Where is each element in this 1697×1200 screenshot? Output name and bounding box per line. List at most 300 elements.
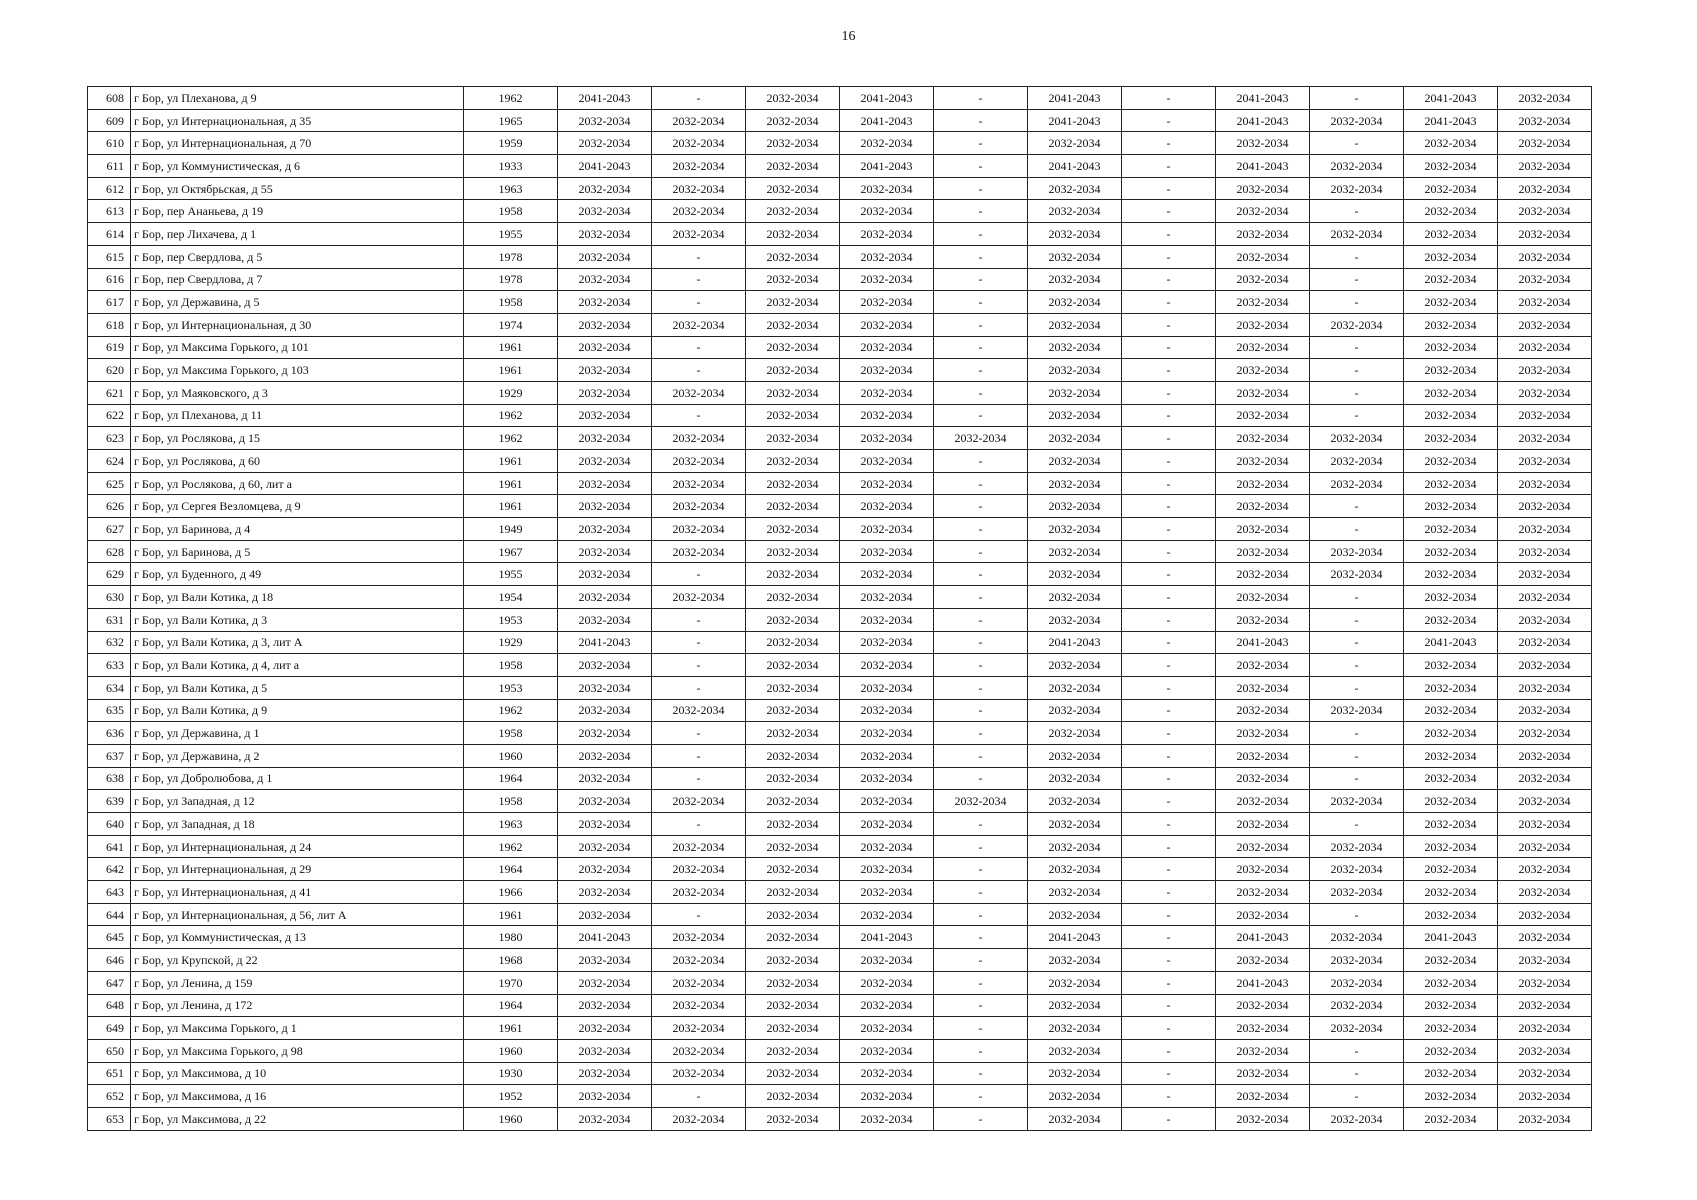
period-cell: 2032-2034	[840, 676, 934, 699]
period-cell: 2032-2034	[558, 1107, 652, 1130]
period-cell: 2032-2034	[1404, 1085, 1498, 1108]
period-cell: 2032-2034	[1498, 1017, 1592, 1040]
period-cell: 2032-2034	[652, 200, 746, 223]
period-cell: 2032-2034	[840, 949, 934, 972]
period-cell: -	[1310, 1062, 1404, 1085]
period-cell: 2032-2034	[558, 722, 652, 745]
period-cell: 2032-2034	[746, 109, 840, 132]
table-row	[88, 971, 1592, 994]
period-cell: 2032-2034	[746, 654, 840, 677]
period-cell: 2032-2034	[746, 1107, 840, 1130]
row-number-cell: 614	[88, 223, 131, 246]
table-row	[88, 540, 1592, 563]
period-cell: -	[934, 699, 1028, 722]
period-cell: 2041-2043	[1216, 109, 1310, 132]
period-cell: 2032-2034	[1216, 291, 1310, 314]
period-cell: 2032-2034	[1216, 427, 1310, 450]
period-cell: 2041-2043	[558, 926, 652, 949]
period-cell: 2032-2034	[1498, 835, 1592, 858]
period-cell: -	[934, 359, 1028, 382]
period-cell: 2032-2034	[1498, 903, 1592, 926]
period-cell: 2032-2034	[652, 427, 746, 450]
period-cell: 2032-2034	[558, 268, 652, 291]
address-cell: г Бор, ул Державина, д 1	[131, 722, 464, 745]
period-cell: 2032-2034	[1028, 881, 1122, 904]
row-number-cell: 650	[88, 1039, 131, 1062]
period-cell: 2032-2034	[1404, 223, 1498, 246]
row-number-cell: 619	[88, 336, 131, 359]
period-cell: 2032-2034	[1028, 971, 1122, 994]
period-cell: 2032-2034	[1498, 518, 1592, 541]
period-cell: 2032-2034	[652, 971, 746, 994]
period-cell: 2032-2034	[840, 495, 934, 518]
table-row	[88, 563, 1592, 586]
period-cell: -	[1122, 903, 1216, 926]
table-row	[88, 1017, 1592, 1040]
row-number-cell: 617	[88, 291, 131, 314]
row-number-cell: 624	[88, 450, 131, 473]
row-number-cell: 623	[88, 427, 131, 450]
period-cell: 2032-2034	[1404, 359, 1498, 382]
address-cell: г Бор, ул Плеханова, д 11	[131, 404, 464, 427]
period-cell: -	[934, 1062, 1028, 1085]
row-number-cell: 611	[88, 155, 131, 178]
period-cell: 2032-2034	[746, 87, 840, 110]
table-row	[88, 427, 1592, 450]
address-cell: г Бор, ул Вали Котика, д 18	[131, 586, 464, 609]
period-cell: -	[934, 654, 1028, 677]
period-cell: 2032-2034	[1028, 835, 1122, 858]
year-built-cell: 1933	[464, 155, 558, 178]
year-built-cell: 1961	[464, 359, 558, 382]
table-row	[88, 404, 1592, 427]
period-cell: -	[652, 87, 746, 110]
period-cell: -	[1310, 495, 1404, 518]
period-cell: 2032-2034	[558, 1017, 652, 1040]
period-cell: -	[934, 813, 1028, 836]
period-cell: 2032-2034	[558, 450, 652, 473]
period-cell: 2032-2034	[1404, 313, 1498, 336]
period-cell: 2032-2034	[652, 1017, 746, 1040]
period-cell: -	[1122, 336, 1216, 359]
period-cell: -	[1310, 813, 1404, 836]
period-cell: 2032-2034	[1216, 359, 1310, 382]
period-cell: 2032-2034	[1028, 1085, 1122, 1108]
period-cell: 2032-2034	[746, 200, 840, 223]
period-cell: 2032-2034	[1498, 177, 1592, 200]
table-row	[88, 200, 1592, 223]
period-cell: 2032-2034	[1404, 1017, 1498, 1040]
period-cell: 2032-2034	[1404, 1107, 1498, 1130]
period-cell: 2032-2034	[1498, 608, 1592, 631]
year-built-cell: 1967	[464, 540, 558, 563]
year-built-cell: 1960	[464, 744, 558, 767]
table-row	[88, 949, 1592, 972]
table-row	[88, 313, 1592, 336]
address-cell: г Бор, ул Рослякова, д 60, лит а	[131, 472, 464, 495]
period-cell: 2032-2034	[1216, 835, 1310, 858]
row-number-cell: 625	[88, 472, 131, 495]
period-cell: 2032-2034	[1028, 177, 1122, 200]
period-cell: -	[934, 245, 1028, 268]
table-row	[88, 268, 1592, 291]
table-row	[88, 1085, 1592, 1108]
period-cell: 2032-2034	[652, 790, 746, 813]
table-row	[88, 699, 1592, 722]
period-cell: 2032-2034	[840, 563, 934, 586]
period-cell: -	[1122, 495, 1216, 518]
period-cell: 2032-2034	[1498, 926, 1592, 949]
period-cell: -	[1122, 926, 1216, 949]
period-cell: 2032-2034	[746, 1017, 840, 1040]
period-cell: 2032-2034	[840, 699, 934, 722]
period-cell: 2032-2034	[840, 268, 934, 291]
row-number-cell: 613	[88, 200, 131, 223]
period-cell: -	[1122, 200, 1216, 223]
period-cell: -	[1122, 790, 1216, 813]
row-number-cell: 615	[88, 245, 131, 268]
row-number-cell: 642	[88, 858, 131, 881]
address-cell: г Бор, ул Баринова, д 5	[131, 540, 464, 563]
address-cell: г Бор, пер Свердлова, д 7	[131, 268, 464, 291]
period-cell: -	[1310, 608, 1404, 631]
period-cell: 2032-2034	[1216, 223, 1310, 246]
row-number-cell: 608	[88, 87, 131, 110]
table-row	[88, 177, 1592, 200]
period-cell: 2032-2034	[652, 381, 746, 404]
period-cell: 2032-2034	[1028, 903, 1122, 926]
row-number-cell: 645	[88, 926, 131, 949]
row-number-cell: 633	[88, 654, 131, 677]
address-cell: г Бор, ул Сергея Везломцева, д 9	[131, 495, 464, 518]
period-cell: 2032-2034	[1216, 654, 1310, 677]
period-cell: 2032-2034	[1028, 518, 1122, 541]
period-cell: 2032-2034	[1216, 767, 1310, 790]
address-cell: г Бор, ул Вали Котика, д 4, лит а	[131, 654, 464, 677]
period-cell: 2032-2034	[1028, 427, 1122, 450]
period-cell: 2032-2034	[558, 540, 652, 563]
row-number-cell: 637	[88, 744, 131, 767]
period-cell: 2032-2034	[1028, 200, 1122, 223]
period-cell: 2032-2034	[840, 608, 934, 631]
period-cell: 2032-2034	[1404, 563, 1498, 586]
period-cell: 2032-2034	[1216, 313, 1310, 336]
year-built-cell: 1930	[464, 1062, 558, 1085]
period-cell: -	[1122, 654, 1216, 677]
period-cell: 2032-2034	[1216, 336, 1310, 359]
address-cell: г Бор, ул Коммунистическая, д 13	[131, 926, 464, 949]
period-cell: 2032-2034	[558, 949, 652, 972]
period-cell: 2032-2034	[558, 994, 652, 1017]
period-cell: 2032-2034	[1310, 177, 1404, 200]
period-cell: -	[934, 1107, 1028, 1130]
period-cell: 2032-2034	[1028, 767, 1122, 790]
period-cell: 2032-2034	[1216, 245, 1310, 268]
period-cell: 2032-2034	[1310, 858, 1404, 881]
period-cell: 2032-2034	[840, 858, 934, 881]
table-row	[88, 132, 1592, 155]
address-cell: г Бор, ул Максимова, д 16	[131, 1085, 464, 1108]
address-cell: г Бор, пер Свердлова, д 5	[131, 245, 464, 268]
period-cell: 2032-2034	[1310, 472, 1404, 495]
period-cell: 2032-2034	[746, 608, 840, 631]
table-row	[88, 903, 1592, 926]
period-cell: -	[1122, 450, 1216, 473]
table-row	[88, 744, 1592, 767]
period-cell: 2032-2034	[652, 835, 746, 858]
period-cell: -	[652, 404, 746, 427]
period-cell: 2032-2034	[1498, 291, 1592, 314]
period-cell: 2032-2034	[1498, 155, 1592, 178]
period-cell: -	[652, 631, 746, 654]
period-cell: 2032-2034	[1404, 744, 1498, 767]
year-built-cell: 1949	[464, 518, 558, 541]
period-cell: 2032-2034	[652, 177, 746, 200]
period-cell: -	[934, 608, 1028, 631]
period-cell: 2032-2034	[652, 109, 746, 132]
period-cell: 2032-2034	[1028, 994, 1122, 1017]
year-built-cell: 1955	[464, 223, 558, 246]
period-cell: 2032-2034	[840, 1085, 934, 1108]
period-cell: -	[1122, 1039, 1216, 1062]
period-cell: 2032-2034	[1404, 200, 1498, 223]
period-cell: 2032-2034	[1216, 586, 1310, 609]
period-cell: 2041-2043	[1216, 155, 1310, 178]
period-cell: 2032-2034	[1404, 268, 1498, 291]
period-cell: 2032-2034	[1216, 881, 1310, 904]
period-cell: 2032-2034	[746, 381, 840, 404]
period-cell: 2032-2034	[558, 109, 652, 132]
table-row	[88, 109, 1592, 132]
year-built-cell: 1962	[464, 699, 558, 722]
period-cell: 2032-2034	[1216, 903, 1310, 926]
period-cell: -	[1310, 722, 1404, 745]
period-cell: 2032-2034	[1310, 155, 1404, 178]
period-cell: -	[1310, 291, 1404, 314]
address-cell: г Бор, ул Интернациональная, д 41	[131, 881, 464, 904]
period-cell: 2032-2034	[746, 268, 840, 291]
period-cell: -	[934, 291, 1028, 314]
year-built-cell: 1962	[464, 87, 558, 110]
period-cell: 2032-2034	[558, 223, 652, 246]
year-built-cell: 1953	[464, 608, 558, 631]
table-row	[88, 495, 1592, 518]
period-cell: -	[1310, 268, 1404, 291]
period-cell: 2032-2034	[840, 291, 934, 314]
period-cell: 2032-2034	[558, 835, 652, 858]
period-cell: 2032-2034	[746, 926, 840, 949]
period-cell: 2032-2034	[1216, 1085, 1310, 1108]
address-cell: г Бор, ул Маяковского, д 3	[131, 381, 464, 404]
period-cell: 2032-2034	[1216, 268, 1310, 291]
period-cell: 2041-2043	[1028, 87, 1122, 110]
period-cell: -	[652, 336, 746, 359]
period-cell: -	[1122, 994, 1216, 1017]
table-row	[88, 291, 1592, 314]
period-cell: 2032-2034	[1498, 858, 1592, 881]
period-cell: -	[652, 722, 746, 745]
period-cell: 2032-2034	[1028, 858, 1122, 881]
period-cell: 2032-2034	[1404, 177, 1498, 200]
period-cell: 2032-2034	[840, 767, 934, 790]
period-cell: 2032-2034	[840, 654, 934, 677]
period-cell: 2032-2034	[1404, 540, 1498, 563]
period-cell: -	[1122, 813, 1216, 836]
period-cell: 2032-2034	[1028, 654, 1122, 677]
period-cell: -	[934, 631, 1028, 654]
row-number-cell: 651	[88, 1062, 131, 1085]
period-cell: -	[934, 268, 1028, 291]
table-row	[88, 994, 1592, 1017]
period-cell: -	[1122, 631, 1216, 654]
period-cell: -	[934, 109, 1028, 132]
period-cell: 2032-2034	[1498, 540, 1592, 563]
period-cell: 2032-2034	[1216, 1062, 1310, 1085]
period-cell: 2032-2034	[1028, 223, 1122, 246]
year-built-cell: 1963	[464, 813, 558, 836]
period-cell: -	[934, 87, 1028, 110]
row-number-cell: 646	[88, 949, 131, 972]
period-cell: -	[652, 903, 746, 926]
period-cell: 2032-2034	[1498, 336, 1592, 359]
row-number-cell: 621	[88, 381, 131, 404]
period-cell: -	[1122, 381, 1216, 404]
table-row	[88, 676, 1592, 699]
period-cell: 2032-2034	[1404, 245, 1498, 268]
period-cell: 2032-2034	[1404, 881, 1498, 904]
row-number-cell: 628	[88, 540, 131, 563]
table-row	[88, 767, 1592, 790]
address-cell: г Бор, ул Вали Котика, д 3, лит А	[131, 631, 464, 654]
period-cell: 2032-2034	[840, 971, 934, 994]
period-cell: -	[1310, 200, 1404, 223]
period-cell: -	[1310, 359, 1404, 382]
period-cell: -	[934, 155, 1028, 178]
period-cell: -	[934, 177, 1028, 200]
period-cell: -	[652, 813, 746, 836]
row-number-cell: 630	[88, 586, 131, 609]
period-cell: 2032-2034	[1028, 1039, 1122, 1062]
period-cell: 2032-2034	[1216, 563, 1310, 586]
period-cell: 2032-2034	[558, 1085, 652, 1108]
period-cell: 2032-2034	[1216, 994, 1310, 1017]
address-cell: г Бор, ул Максимова, д 22	[131, 1107, 464, 1130]
period-cell: 2032-2034	[652, 518, 746, 541]
period-cell: 2032-2034	[746, 404, 840, 427]
period-cell: 2041-2043	[840, 87, 934, 110]
year-built-cell: 1960	[464, 1107, 558, 1130]
period-cell: -	[934, 858, 1028, 881]
period-cell: 2032-2034	[1028, 722, 1122, 745]
period-cell: 2032-2034	[652, 586, 746, 609]
period-cell: 2032-2034	[746, 790, 840, 813]
period-cell: -	[1310, 518, 1404, 541]
year-built-cell: 1964	[464, 858, 558, 881]
period-cell: 2032-2034	[840, 518, 934, 541]
table-row	[88, 1062, 1592, 1085]
address-cell: г Бор, ул Интернациональная, д 24	[131, 835, 464, 858]
period-cell: 2032-2034	[1498, 1062, 1592, 1085]
period-cell: 2032-2034	[558, 291, 652, 314]
period-cell: 2032-2034	[1498, 654, 1592, 677]
period-cell: -	[934, 744, 1028, 767]
address-cell: г Бор, ул Интернациональная, д 30	[131, 313, 464, 336]
period-cell: 2032-2034	[1310, 835, 1404, 858]
period-cell: -	[1310, 132, 1404, 155]
address-cell: г Бор, пер Лихачева, д 1	[131, 223, 464, 246]
period-cell: 2032-2034	[1216, 858, 1310, 881]
period-cell: -	[1122, 268, 1216, 291]
year-built-cell: 1963	[464, 177, 558, 200]
address-cell: г Бор, ул Интернациональная, д 35	[131, 109, 464, 132]
period-cell: 2032-2034	[1404, 1039, 1498, 1062]
period-cell: -	[1122, 608, 1216, 631]
period-cell: 2032-2034	[1216, 1017, 1310, 1040]
period-cell: 2032-2034	[1498, 109, 1592, 132]
period-cell: 2032-2034	[1216, 790, 1310, 813]
period-cell: 2041-2043	[558, 631, 652, 654]
address-cell: г Бор, ул Интернациональная, д 56, лит А	[131, 903, 464, 926]
period-cell: -	[1310, 1039, 1404, 1062]
table-row	[88, 858, 1592, 881]
period-cell: 2032-2034	[652, 313, 746, 336]
period-cell: -	[1122, 132, 1216, 155]
period-cell: 2032-2034	[652, 1107, 746, 1130]
period-cell: 2032-2034	[1498, 268, 1592, 291]
period-cell: -	[652, 245, 746, 268]
period-cell: 2032-2034	[652, 495, 746, 518]
period-cell: 2032-2034	[746, 291, 840, 314]
period-cell: -	[1122, 109, 1216, 132]
year-built-cell: 1958	[464, 654, 558, 677]
period-cell: 2032-2034	[558, 744, 652, 767]
period-cell: 2032-2034	[840, 744, 934, 767]
period-cell: -	[934, 495, 1028, 518]
period-cell: 2032-2034	[1404, 676, 1498, 699]
period-cell: 2041-2043	[1216, 926, 1310, 949]
period-cell: 2032-2034	[1028, 1107, 1122, 1130]
address-cell: г Бор, ул Интернациональная, д 29	[131, 858, 464, 881]
period-cell: 2032-2034	[1310, 109, 1404, 132]
period-cell: 2032-2034	[840, 359, 934, 382]
period-cell: 2032-2034	[746, 699, 840, 722]
period-cell: 2032-2034	[1310, 223, 1404, 246]
period-cell: 2032-2034	[1404, 586, 1498, 609]
period-cell: 2032-2034	[1216, 1107, 1310, 1130]
period-cell: 2032-2034	[840, 336, 934, 359]
year-built-cell: 1978	[464, 268, 558, 291]
period-cell: 2032-2034	[1404, 608, 1498, 631]
period-cell: 2032-2034	[1498, 722, 1592, 745]
address-cell: г Бор, ул Максима Горького, д 1	[131, 1017, 464, 1040]
period-cell: 2032-2034	[1028, 359, 1122, 382]
table-row	[88, 654, 1592, 677]
period-cell: 2032-2034	[840, 790, 934, 813]
year-built-cell: 1953	[464, 676, 558, 699]
row-number-cell: 622	[88, 404, 131, 427]
period-cell: -	[1310, 87, 1404, 110]
period-cell: 2032-2034	[1404, 404, 1498, 427]
period-cell: -	[1122, 949, 1216, 972]
period-cell: 2032-2034	[1498, 313, 1592, 336]
period-cell: 2032-2034	[558, 1039, 652, 1062]
period-cell: -	[934, 676, 1028, 699]
row-number-cell: 653	[88, 1107, 131, 1130]
period-cell: 2032-2034	[1498, 994, 1592, 1017]
period-cell: 2041-2043	[1028, 631, 1122, 654]
table-row	[88, 722, 1592, 745]
period-cell: 2032-2034	[1404, 132, 1498, 155]
